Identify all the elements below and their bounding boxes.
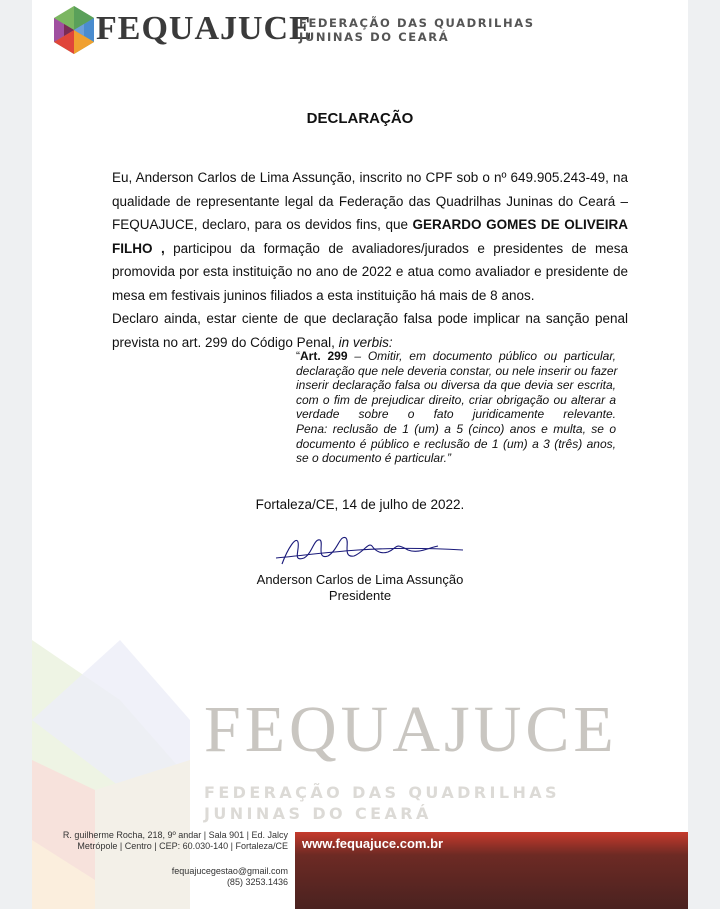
handwritten-signature (268, 528, 468, 574)
document-date: Fortaleza/CE, 14 de julho de 2022. (255, 497, 465, 512)
signatory-name: Anderson Carlos de Lima Assunção (256, 572, 464, 587)
quote-line (296, 349, 616, 364)
watermark-subtitle (204, 782, 560, 824)
brand-subtitle (299, 16, 535, 44)
quote-line: Pena: reclusão de 1 (um) a 5 (cinco) anos e multa, se o (296, 421, 616, 436)
footer-phone: (85) 3253.1436 (226, 877, 288, 887)
footer-bar (295, 832, 688, 909)
address-line: Metrópole | Centro | CEP: 60.030-140 | Fortaleza/CE (77, 841, 288, 851)
footer-email[interactable]: fequajucegestao@gmail.com (171, 866, 288, 876)
body-line (112, 213, 628, 237)
legal-quote (296, 349, 616, 466)
declared-person-name: GERARDO GOMES DE OLIVEIRA (412, 217, 628, 232)
quote-mark: “ (296, 349, 300, 363)
quote-line: se o documento é particular.” (296, 451, 451, 466)
quote-line: verdade sobre o fato juridicamente relevante. (296, 407, 616, 422)
body-text: prevista no art. 299 do Código Penal, (112, 334, 339, 350)
body-line: mesa em festivais juninos filiados a esta instituição há mais de 8 anos. (112, 287, 535, 303)
body-text: participou da formação de avaliadores/jurados e presidentes de mesa (164, 240, 629, 256)
quote-line: declaração que nele deveria constar, ou nele inserir ou fazer (296, 363, 618, 378)
quote-line: documento é público e reclusão de 1 (um) a 3 (três) anos, (296, 436, 616, 451)
brand-name: FEQUAJUCE (96, 10, 313, 47)
website-link[interactable]: www.fequajuce.com.br (302, 836, 444, 851)
body-text: FEQUAJUCE, declaro, para os devidos fins, que (112, 217, 413, 232)
body-italic: in verbis: (338, 334, 393, 350)
declared-person-name: FILHO , (112, 240, 165, 256)
body-line: Eu, Anderson Carlos de Lima Assunção, inscrito no CPF sob o nº 649.905.243-49, na (112, 170, 628, 185)
address-line: R. guilherme Rocha, 218, 9º andar | Sala 901 | Ed. Jalcy (62, 830, 288, 840)
watermark-subtitle-line: JUNINAS DO CEARÁ (204, 804, 432, 823)
footer-contact (172, 866, 288, 888)
declaration-body (112, 166, 628, 354)
article-number: Art. 299 (300, 349, 348, 363)
quote-text: – Omitir, em documento público ou particular, (347, 349, 616, 363)
signatory-role: Presidente (328, 588, 392, 603)
body-line (112, 237, 628, 261)
body-line: qualidade de representante legal da Federação das Quadrilhas Juninas do Ceará – (112, 193, 628, 209)
footer-address (63, 830, 288, 852)
signatory (0, 572, 720, 604)
brand-subtitle-line: FEDERAÇÃO DAS QUADRILHAS (299, 16, 535, 30)
quote-line: inserir declaração falsa ou diversa da que devia ser escrita, (296, 378, 616, 393)
fequajuce-logo-icon (54, 6, 94, 54)
watermark-brand: FEQUAJUCE (204, 693, 618, 766)
brand-subtitle-line: JUNINAS DO CEARÁ (299, 30, 450, 44)
watermark-diamond-icon (0, 640, 200, 909)
watermark-subtitle-line: FEDERAÇÃO DAS QUADRILHAS (204, 783, 560, 802)
document-title: DECLARAÇÃO (306, 110, 414, 127)
body-line: Declaro ainda, estar ciente de que declaração falsa pode implicar na sanção penal (112, 311, 628, 326)
body-line: promovida por esta instituição no ano de 2022 e atua como avaliador e presidente de (112, 264, 628, 279)
quote-line: com o fim de prejudicar direito, criar obrigação ou alterar a (296, 392, 616, 407)
